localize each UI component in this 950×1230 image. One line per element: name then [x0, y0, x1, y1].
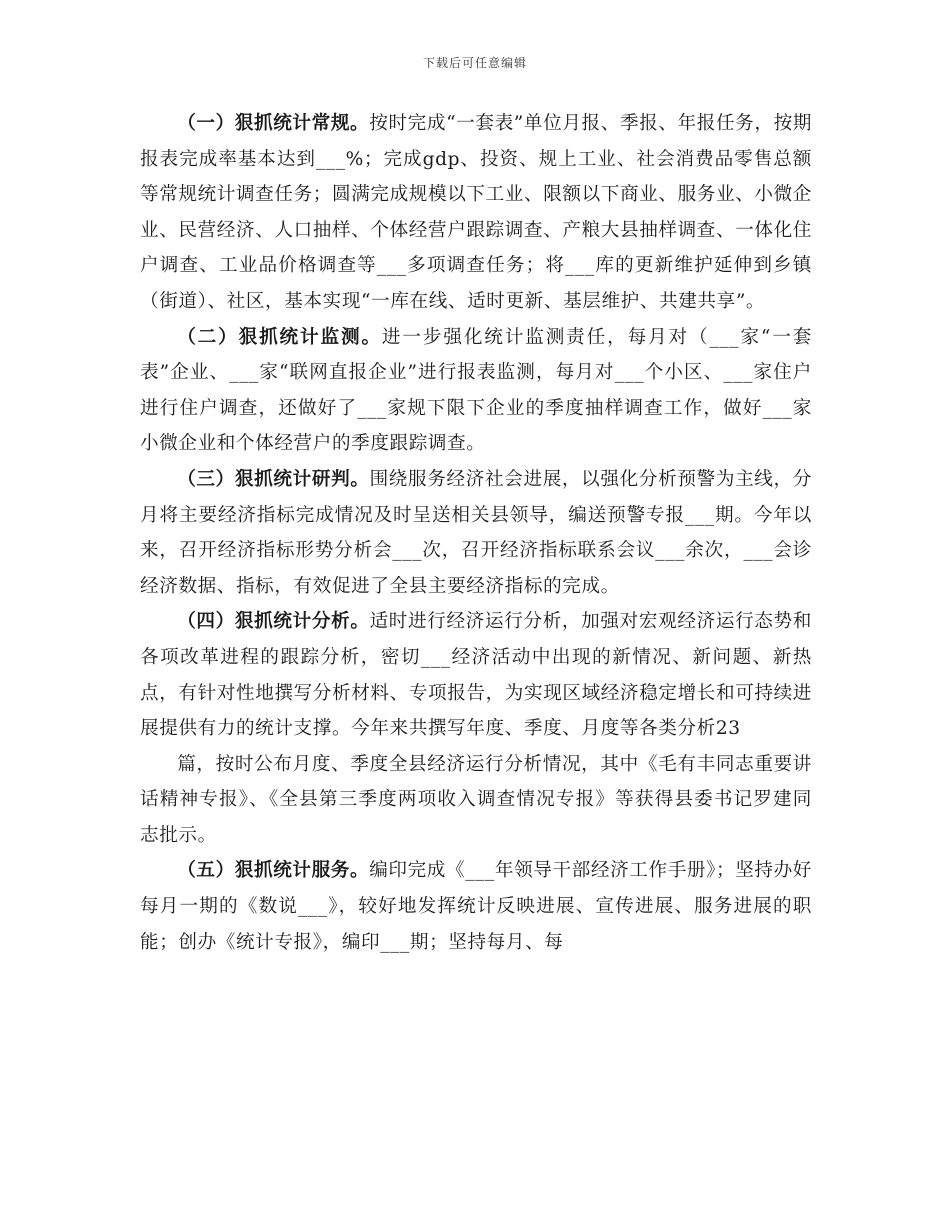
- paragraph-text: 适时进行经济运行分析，加强对宏观经济运行态势和各项改革进程的跟踪分析，密切___经济活动中出现的新情况、新问题、新热点，有针对性地撰写分析材料、专项报告，为实现区域经济稳定增长和可持续进展提供有力的统计支撑。今年来共撰写年度、季度、月度等各类分析23: [140, 611, 812, 740]
- page-header: 下载后可任意编辑: [422, 56, 527, 70]
- paragraph-text: 围绕服务经济社会进展，以强化分析预警为主线，分月将主要经济指标完成情况及时呈送相关县领导，编送预警专报___期。今年以来，召开经济指标形势分析会___次，召开经济指标联系会议___余次，___会诊经济数据、指标，有效促进了全县主要经济指标的完成。: [140, 468, 812, 597]
- paragraph-routine: [140, 106, 812, 320]
- paragraph-service: [140, 853, 812, 960]
- paragraph-heading: （二）狠抓统计监测。: [177, 326, 382, 348]
- paragraph-text: 进一步强化统计监测责任，每月对（___家“一套表”企业、___家“联网直报企业”进行报表监测，每月对___个小区、___家住户进行住户调查，还做好了___家规下限下企业的季度抽样调查工作，做好___家小微企业和个体经营户的季度跟踪调查。: [140, 326, 812, 455]
- paragraph-text: 按时完成“一套表”单位月报、季报、年报任务，按期报表完成率基本达到___%；完成gdp、投资、规上工业、社会消费品零售总额等常规统计调查任务；圆满完成规模以下工业、限额以下商业、服务业、小微企业、民营经济、人口抽样、个体经营户跟踪调查、产粮大县抽样调查、一体化住户调查、工业品价格调查等___多项调查任务；将___库的更新维护延伸到乡镇（街道）、社区，基本实现“一库在线、适时更新、基层维护、共建共享”。: [140, 113, 812, 312]
- paragraph-monitoring: [140, 320, 812, 462]
- paragraph-heading: （五）狠抓统计服务。: [177, 860, 370, 882]
- paragraph-heading: （三）狠抓统计研判。: [177, 468, 370, 490]
- paragraph-analysis-continued: [140, 747, 812, 854]
- paragraph-text: 编印完成《___年领导干部经济工作手册》；坚持办好每月一期的《数说___》，较好地发挥统计反映进展、宣传进展、服务进展的职能；创办《统计专报》，编印___期；坚持每月、每: [140, 860, 812, 953]
- paragraph-heading: （一）狠抓统计常规。: [177, 113, 370, 134]
- paragraph-analysis: [140, 604, 812, 746]
- paragraph-research: [140, 462, 812, 604]
- paragraph-text: 篇，按时公布月度、季度全县经济运行分析情况，其中《毛有丰同志重要讲话精神专报》、《全县第三季度两项收入调查情况专报》等获得县委书记罗建同志批示。: [140, 753, 812, 846]
- paragraph-heading: （四）狠抓统计分析。: [177, 611, 370, 633]
- document-body: [140, 106, 812, 960]
